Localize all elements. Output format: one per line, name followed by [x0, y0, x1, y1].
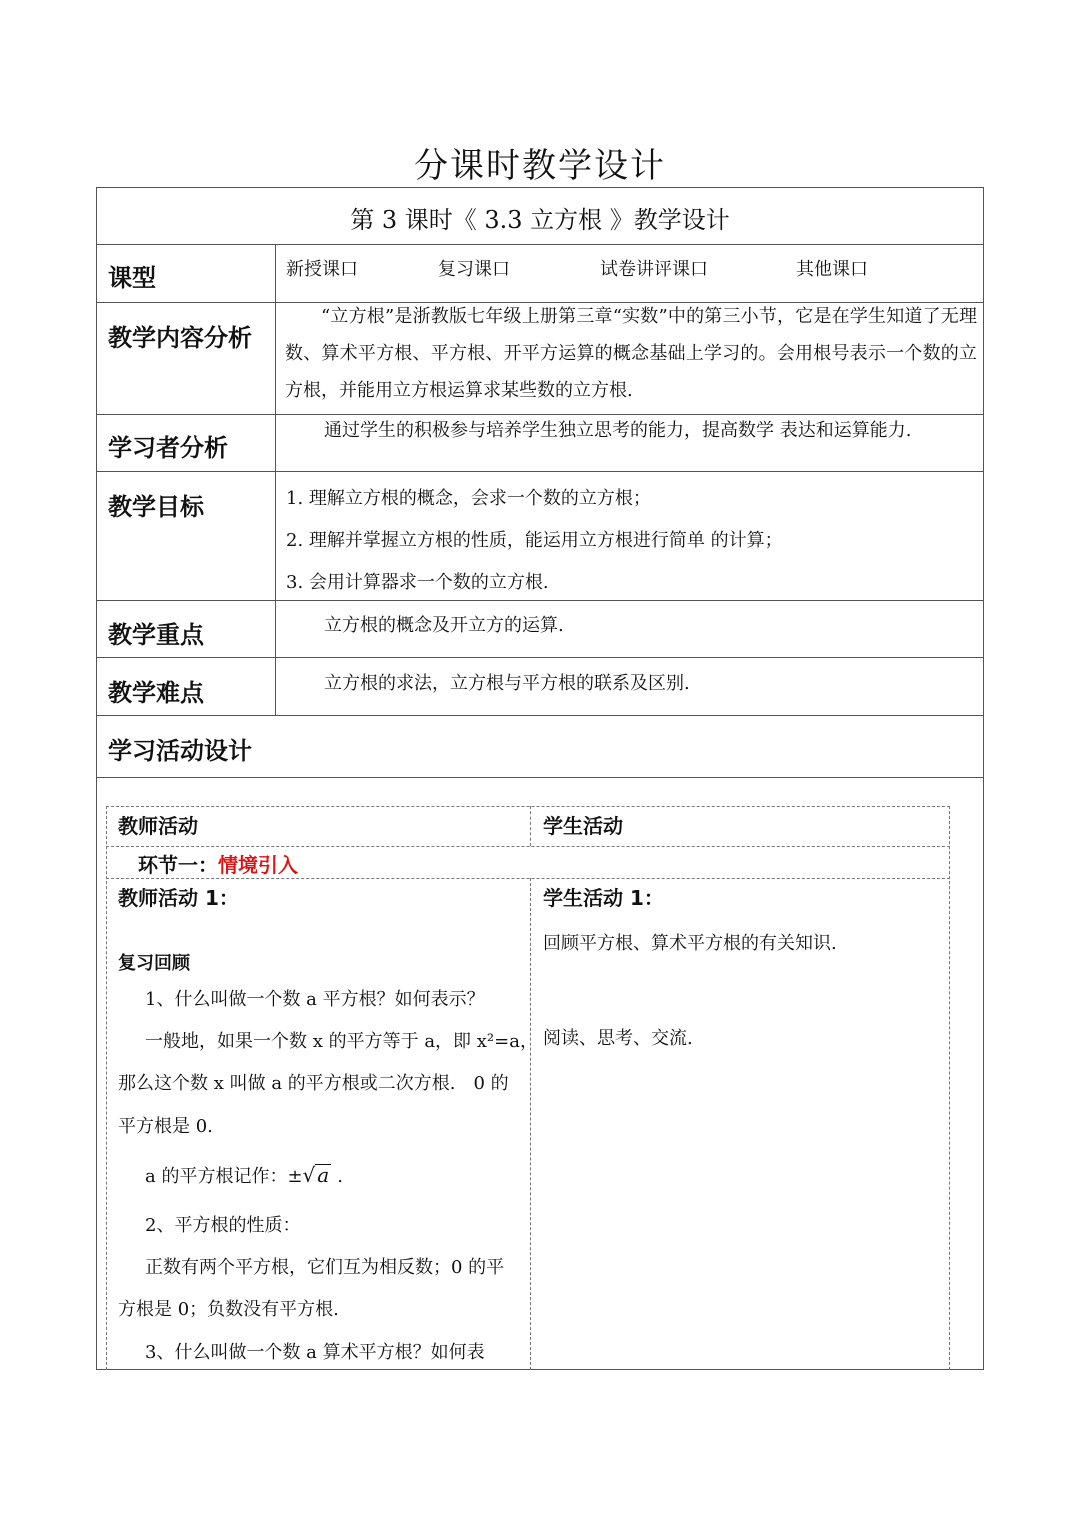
activity-row-divider: [106, 878, 950, 879]
notation-suffix: .: [337, 1166, 343, 1187]
teacher-activity-header: 教师活动: [118, 814, 198, 838]
definition-line: 平方根是 0.: [118, 1116, 213, 1137]
student-activity-title: 学生活动 1：: [543, 886, 664, 910]
difficulties-text: 立方根的求法，立方根与平方根的联系及区别.: [324, 673, 690, 694]
document-title: 分课时教学设计: [414, 146, 666, 186]
lesson-title: 第 3 课时《 3.3 立方根 》教学设计: [350, 206, 730, 234]
goal-item: 3. 会用计算器求一个数的立方根.: [286, 572, 549, 593]
stage-heading: [138, 849, 298, 878]
content-analysis-text: “立方根”是浙教版七年级上册第三章“实数”中的第三小节，它是在学生知道了无理数、算术平方根、平方根、开平方运算的概念基础上学习的。会用根号表示一个数的立方根，并能用立方根运算求某些数的立方根.: [285, 306, 977, 401]
course-type-option-exam: 试卷讲评课口: [600, 259, 708, 280]
notation-radicand: a: [317, 1163, 330, 1187]
learner-analysis-label: 学习者分析: [108, 434, 228, 462]
key-points-label: 教学重点: [108, 621, 204, 649]
learner-analysis-text: 通过学生的积极参与培养学生独立思考的能力，提高数学 表达和运算能力.: [324, 420, 912, 441]
course-type-label: 课型: [108, 264, 156, 292]
radical-icon: √: [302, 1163, 316, 1187]
column-divider: [275, 244, 276, 715]
activity-design-label: 学习活动设计: [108, 737, 252, 765]
activity-row-divider: [106, 846, 950, 847]
row-divider: [96, 471, 984, 472]
goal-item: 2. 理解并掌握立方根的性质，能运用立方根进行简单 的计算；: [286, 530, 783, 551]
course-type-option-new: 新授课口: [286, 259, 358, 280]
question-3: 3、什么叫做一个数 a 算术平方根？如何表: [145, 1342, 485, 1363]
course-type-option-review: 复习课口: [438, 259, 510, 280]
activity-column-divider: [530, 806, 531, 846]
student-activity-text: 阅读、思考、交流.: [543, 1028, 693, 1049]
course-type-option-other: 其他课口: [796, 259, 868, 280]
difficulties-label: 教学难点: [108, 679, 204, 707]
teaching-goals-label: 教学目标: [108, 493, 204, 521]
stage-prefix: 环节一：: [138, 853, 218, 877]
stage-name: 情境引入: [218, 853, 298, 877]
goal-item: 1. 理解立方根的概念，会求一个数的立方根；: [286, 488, 651, 509]
property-line: 正数有两个平方根，它们互为相反数；0 的平: [145, 1257, 505, 1278]
row-divider: [96, 777, 984, 778]
question-1: 1、什么叫做一个数 a 平方根？如何表示？: [145, 989, 485, 1010]
row-divider: [96, 715, 984, 716]
row-divider: [96, 414, 984, 415]
row-divider: [96, 600, 984, 601]
row-divider: [96, 657, 984, 658]
definition-line: 一般地，如果一个数 x 的平方等于 a，即 x²=a，: [145, 1031, 538, 1052]
content-analysis-label: 教学内容分析: [108, 324, 252, 352]
definition-line: 那么这个数 x 叫做 a 的平方根或二次方根. 0 的: [118, 1073, 509, 1094]
row-divider: [96, 244, 984, 245]
review-heading: 复习回顾: [118, 953, 190, 974]
student-activity-text: 回顾平方根、算术平方根的有关知识.: [543, 933, 837, 954]
student-activity-header: 学生活动: [543, 814, 623, 838]
notation-line: [145, 1162, 343, 1188]
notation-prefix: a 的平方根记作：±: [145, 1166, 303, 1187]
key-points-text: 立方根的概念及开立方的运算.: [324, 615, 564, 636]
teacher-activity-title: 教师活动 1：: [118, 886, 239, 910]
property-line: 方根是 0；负数没有平方根.: [118, 1299, 339, 1320]
question-2: 2、平方根的性质：: [145, 1215, 301, 1236]
activity-column-divider: [530, 878, 531, 1370]
